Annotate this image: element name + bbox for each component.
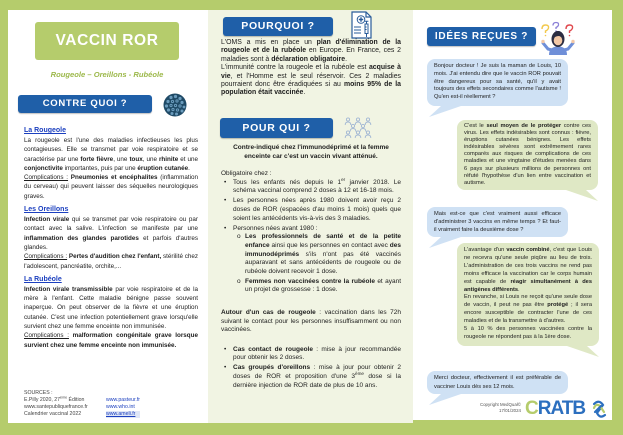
- text-bold: malformation congénitale grave lorsque survient chez une femme enceinte non immunisée.: [24, 332, 198, 349]
- bubble-text: [464, 326, 592, 342]
- sources-websites: [106, 397, 140, 418]
- text-segment: 5 à 10 % des personnes vaccinées contre la rougeole ne répondent pas à la 1ère dose.: [464, 326, 592, 340]
- case-item: [233, 364, 401, 390]
- mandatory-sublist: [233, 233, 401, 295]
- diseases-list: [24, 126, 198, 354]
- patient-speech-bubble: [427, 371, 568, 394]
- text-segment: L'immunité contre la rougeole et la rubéole est: [221, 64, 369, 72]
- text-bold: Cas contact de rougeole: [233, 345, 313, 353]
- text-bold: protégé: [547, 302, 569, 309]
- text-bold: conjonctivite: [24, 164, 63, 172]
- speech-bubble-tail: [427, 394, 467, 406]
- complications-label: Complications :: [24, 253, 68, 261]
- disease-name: La Rougeole: [24, 127, 67, 134]
- section-header-pourquoi: POURQUOI ?: [223, 17, 333, 36]
- text-segment: .: [518, 286, 520, 293]
- disease-complications: [24, 331, 198, 350]
- text-segment: , une: [142, 155, 159, 163]
- virus-icon: [163, 93, 187, 117]
- text-segment: (inflammation du cerveau) qui peuvent laisser des séquelles neurologiques graves.: [24, 174, 199, 200]
- disease-description: [24, 285, 198, 331]
- patient-speech-bubble: [427, 207, 568, 237]
- text-segment: ; il sera encore susceptible de contracter l'une de ces maladies et de la transmettre à d'autres.: [464, 302, 592, 325]
- logo-initial: C: [525, 398, 538, 419]
- text-segment: et parfois d'autres glandes.: [24, 234, 198, 251]
- sources-label: SOURCES :: [24, 390, 53, 396]
- around-case-text: [221, 309, 401, 335]
- text-segment: importantes, puis par une: [62, 164, 138, 172]
- medical-report-icon: [350, 11, 374, 39]
- confused-woman-icon: [539, 21, 577, 55]
- doctor-speech-bubble: [457, 243, 599, 346]
- vaccine-subtitle: Rougeole – Oreillons - Rubéole: [50, 70, 164, 79]
- vaccine-title: VACCIN ROR: [35, 22, 179, 60]
- text-bold: déclaration obligatoire: [271, 55, 346, 63]
- pour-qui-content: [221, 144, 401, 392]
- pourquoi-paragraph: [221, 39, 401, 64]
- text-segment: : mise à jour recommandée pour obtenir les 2 doses.: [233, 345, 401, 362]
- mandatory-list: [221, 176, 401, 295]
- text-bold: plan d'élimination de la rougeole et de la rubéole: [221, 39, 401, 55]
- text-bold: éruption cutanée: [137, 164, 189, 172]
- text-segment: qui se transmet par voie respiratoire ou par contact avec la salive. L'infection se manifeste par une: [24, 216, 198, 233]
- source-link-pasteur[interactable]: www.pasteur.fr: [106, 397, 141, 403]
- text-bold: seul moyen de le protéger: [486, 123, 562, 129]
- text-segment: par voie respiratoire et de la mère à l'enfant. Cette maladie bénigne passe souvent inaperçue. On peut observer de la fièvre et une éruption cutanée. C'est une infection potentiellement grave lorsqu'elle survient chez une femme enceinte non immunisée.: [24, 285, 198, 331]
- text-bold: Les professionnels de santé et de la petite enfance: [245, 233, 401, 249]
- mandatory-label: Obligatoire chez :: [221, 170, 272, 178]
- patient-speech-bubble: [427, 59, 568, 106]
- text-bold: inflammation des glandes parotides: [24, 234, 139, 242]
- text-segment: C'est le: [464, 123, 487, 129]
- case-item: [233, 346, 401, 363]
- disease-complications: [24, 252, 198, 271]
- text-segment: , et l'Homme est le seul réservoir. Ces 2 maladies pourraient donc être éradiquées si au: [221, 72, 401, 89]
- speech-bubble-tail: [561, 346, 601, 358]
- text-segment: En revanche, si Louis ne reçoit qu'une seule dose de vaccin, il peut ne pas être: [464, 294, 592, 309]
- text-segment: www.santepubliquefrance.fr: [24, 404, 88, 410]
- text-bold: moins 95% de la population était vaccinée: [221, 81, 401, 97]
- case-list: [221, 346, 401, 390]
- section-header-idees-recues: IDÉES REÇUES ?: [427, 27, 536, 46]
- text-segment: : mise à jour pour obtenir 2 doses de ROR et proposition d'une 3: [233, 364, 401, 381]
- mandatory-item: [233, 197, 401, 223]
- text-segment: en Europe. En France, ces 2 maladies sont à: [221, 47, 401, 63]
- contraindication: Contre-indiqué chez l'immunodéprimé et la femme enceinte car c'est un vaccin vivant atténué.: [233, 144, 389, 160]
- text-superscript: er: [341, 176, 346, 182]
- doctor-speech-bubble: [457, 120, 598, 190]
- mandatory-subitem: [245, 278, 401, 295]
- text-bold: Pertes d'audition chez l'enfant,: [68, 253, 162, 261]
- text-segment: dose si la dernière injection de ROR date de plus de 10 ans.: [233, 373, 401, 389]
- text-segment: E.Pilly 2020, 27: [24, 397, 61, 403]
- text-segment: Tous les enfants nés depuis le 1: [233, 178, 342, 186]
- text-segment: s'ils n'ont pas été vaccinés auparavant et sans antécédents de rougeole ou de rubéole doivent recevoir 1 dose.: [245, 250, 401, 275]
- left-column: [8, 10, 208, 423]
- text-superscript: ème: [60, 395, 68, 400]
- text-segment: Bonjour docteur ! Je suis la maman de Louis, 10 mois. J'ai entendu dire que le vaccin ROR pouvait être dangereux pour sa santé, qu'il y avait toujours des effets secondaires comme l'autisme ! Qu'en est-il réellement ?: [434, 63, 561, 101]
- text-segment: et une: [178, 155, 198, 163]
- cratb-logo: [525, 398, 585, 420]
- copyright: [465, 402, 521, 414]
- section-header-pour-qui: POUR QUI ?: [220, 118, 333, 138]
- disease-description: [24, 215, 198, 252]
- source-link-who[interactable]: www.who.int: [106, 404, 135, 410]
- text-segment: .: [345, 55, 348, 63]
- text-segment: L'avantage d'un: [464, 247, 507, 253]
- copyright-date: 17/01/2024: [499, 408, 521, 413]
- copyright-text: Copyright MedQual©: [479, 402, 521, 407]
- text-segment: L'OMS a mis en place un: [221, 39, 317, 46]
- text-segment: .: [303, 89, 306, 97]
- text-segment: , c'est que Louis ne recevra qu'une seule piqûre au lieu de trois. L'administration de ces trois vaccins ne rend pas moins efficace la vaccination car le corps humain est capable de: [464, 247, 592, 285]
- bubble-text: [434, 210, 561, 234]
- text-bold: réagir simultanément à des antigènes différents: [464, 278, 593, 293]
- text-segment: : vaccination dans les 72h suivant le contact pour les personnes insuffisamment ou non vaccinées.: [221, 309, 401, 334]
- text-segment: Les personnes nées après 1980 doivent avoir reçu 2 doses de ROR (espacées d'au moins 1 mois) quels que soient les antécédents vis-à-vis des 3 maladies.: [233, 197, 401, 222]
- mandatory-subitem: [245, 233, 401, 276]
- text-bold: Autour d'un cas de rougeole: [221, 309, 316, 316]
- text-segment: Édition: [67, 397, 85, 403]
- pourquoi-paragraph: [221, 64, 401, 98]
- sources: [24, 390, 198, 418]
- disease-rougeole: [24, 126, 198, 201]
- speech-bubble-tail: [427, 106, 467, 118]
- right-column: [413, 10, 612, 420]
- text-segment: Personnes nées avant 1980 :: [233, 224, 318, 232]
- complications-label: Complications :: [24, 174, 69, 182]
- complications-label: Complications :: [24, 332, 69, 340]
- source-reference: [24, 411, 106, 418]
- disease-description: [24, 136, 198, 173]
- text-segment: janvier 2018. Le schéma vaccinal comprend 2 doses à 12 et 16-18 mois.: [233, 178, 401, 195]
- text-bold: des immunodéprimés: [245, 241, 401, 258]
- text-segment: .: [188, 164, 190, 172]
- text-segment: La rougeole est l'une des maladies infectieuses les plus contagieuses. Elle se transmet par voie respiratoire et se caractérise par une: [24, 137, 198, 163]
- disease-complications: [24, 173, 198, 201]
- bubble-text: [464, 247, 592, 294]
- text-superscript: ème: [355, 370, 364, 376]
- mandatory-item: [233, 225, 401, 295]
- text-bold: forte fièvre: [80, 155, 114, 163]
- section-header-contre-quoi: CONTRE QUOI ?: [18, 95, 152, 113]
- text-segment: Merci docteur, effectivement il est préférable de vacciner Louis dès ses 12 mois.: [434, 375, 561, 390]
- mandatory-item: [233, 176, 401, 196]
- text-bold: rhinite: [158, 155, 179, 163]
- disease-oreillons: [24, 205, 198, 271]
- disease-name: La Rubéole: [24, 275, 62, 283]
- text-bold: Infection virale: [24, 216, 70, 224]
- text-segment: Mais est-ce que c'est vraiment aussi efficace d'administrer 3 vaccins en même temps ? Et faut-il vraiment faire la deuxième dose ?: [434, 211, 561, 233]
- text-segment: et ayant un projet de grossesse : 1 dose.: [245, 277, 401, 294]
- text-segment: stérilité chez l'adolescent, pancréatite, orchite,...: [24, 253, 199, 270]
- bubble-text: [464, 294, 592, 326]
- text-segment: Calendrier vaccinal 2022: [24, 411, 82, 417]
- text-bold: Femmes non vaccinées contre la rubéole: [245, 277, 375, 285]
- bubble-text: [434, 374, 561, 391]
- bubble-text: [464, 123, 591, 187]
- text-bold: Cas groupés d'oreillons: [233, 364, 311, 372]
- text-bold: toux: [129, 155, 143, 163]
- text-bold: Infection virale transmissible: [24, 285, 113, 293]
- source-link-ameli[interactable]: www.ameli.fr: [106, 411, 140, 418]
- medqual-logo-icon: [591, 400, 608, 419]
- pourquoi-text: [221, 39, 401, 98]
- text-segment: , une: [113, 155, 130, 163]
- text-segment: ainsi que les personnes en contact avec: [269, 241, 390, 249]
- text-bold: acquise à vie: [221, 64, 401, 80]
- text-bold: vaccin combiné: [506, 247, 550, 253]
- sources-references: [24, 397, 106, 418]
- source-reference: [24, 397, 106, 404]
- mandatory-item-label: [233, 225, 318, 232]
- sources-columns: [24, 397, 198, 418]
- speech-bubble-tail: [560, 190, 600, 202]
- disease-rubeole: [24, 275, 198, 350]
- logo-rest: RATB: [537, 398, 586, 419]
- middle-column: [208, 10, 413, 423]
- source-reference: [24, 404, 106, 411]
- group-people-icon: [343, 117, 373, 139]
- text-segment: contre ces virus. Les effets indésirables sont connus : fièvre, éruptions cutanées bénignes. Les effets indésirables sévères sont extrêmement rares comparés aux risques de complications de ces maladies et une vingtaine d'études menées dans 6 pays sur plusieurs millions de personnes ont réfuté l'hypothèse d'un lien entre vaccination et autisme.: [464, 123, 591, 186]
- bubble-text: [434, 63, 561, 102]
- disease-name: Les Oreillons: [24, 206, 69, 214]
- text-bold: Pneumonies et encéphalites: [70, 174, 158, 182]
